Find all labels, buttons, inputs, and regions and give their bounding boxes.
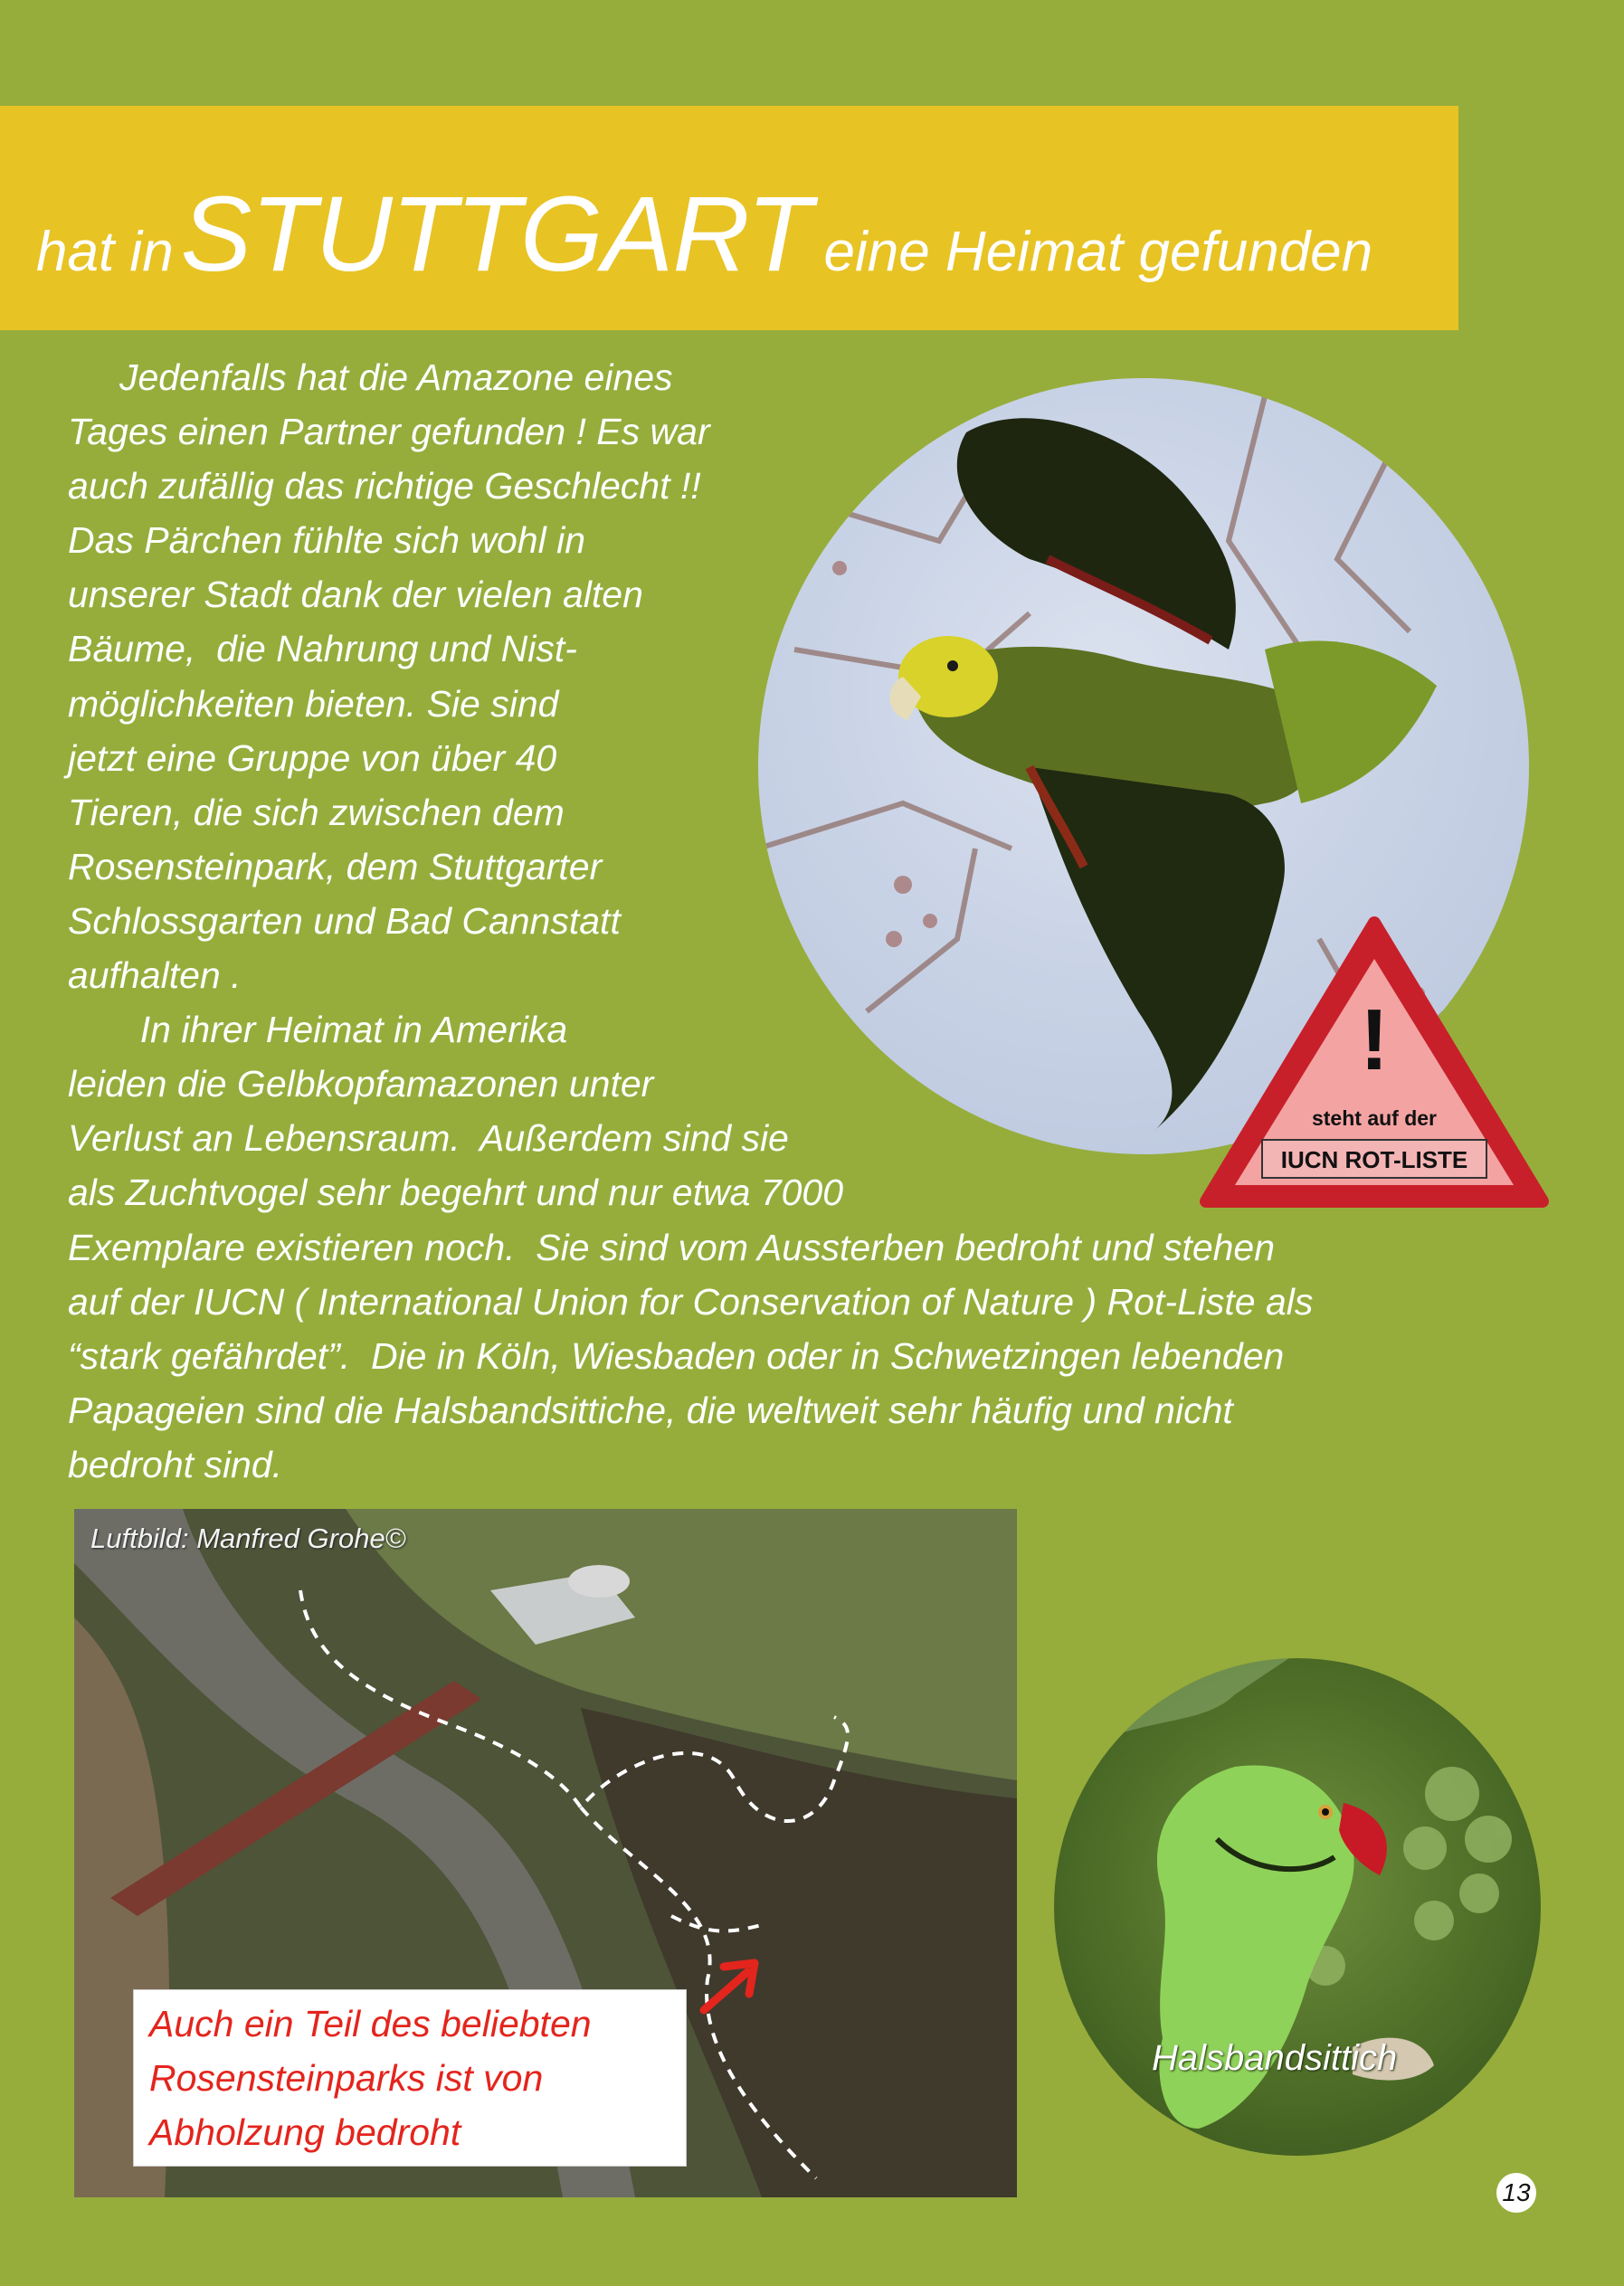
warning-symbol: ! <box>1360 991 1389 1088</box>
article-line: aufhalten . <box>68 954 242 997</box>
title-prefix: hat in <box>36 221 174 283</box>
article-line: möglichkeiten bieten. Sie sind <box>68 682 559 725</box>
article-line: bedroht sind. <box>68 1443 283 1485</box>
article-line: Papageien sind die Halsbandsittiche, die weltweit sehr häufig und nicht <box>68 1389 1233 1431</box>
sittich-caption: Halsbandsittich <box>1152 2038 1398 2078</box>
article-line: leiden die Gelbkopfamazonen unter <box>68 1063 654 1105</box>
article-line: als Zuchtvogel sehr begehrt und nur etwa 7000 <box>68 1171 843 1214</box>
warning-line2: IUCN ROT-LISTE <box>1280 1146 1468 1173</box>
article-line: Rosensteinpark, dem Stuttgarter <box>68 845 603 887</box>
article-line: In ihrer Heimat in Amerika <box>68 1009 568 1051</box>
article-line: auf der IUCN ( International Union for Conservation of Nature ) Rot-Liste als <box>68 1280 1314 1323</box>
article-line: jetzt eine Gruppe von über 40 <box>68 736 557 779</box>
callout-line: Abholzung bedroht <box>149 2111 461 2153</box>
article-line: Bäume, die Nahrung und Nist- <box>68 628 577 670</box>
callout-line: Rosensteinparks ist von <box>149 2057 544 2099</box>
title-city: STUTTGART <box>180 175 812 294</box>
article-line: “stark gefährdet”. Die in Köln, Wiesbaden oder in Schwetzingen lebenden <box>68 1334 1285 1377</box>
article-line: Tieren, die sich zwischen dem <box>68 791 565 833</box>
article-line: auch zufällig das richtige Geschlecht !! <box>68 465 701 507</box>
parakeet-illustration <box>1054 1658 1541 2156</box>
article-line: Jedenfalls hat die Amazone eines <box>68 356 673 398</box>
warning-line1: steht auf der <box>1311 1106 1438 1130</box>
page-title <box>36 175 1373 294</box>
callout-line: Auch ein Teil des beliebten <box>149 2003 592 2044</box>
halsbandsittich-photo <box>1054 1658 1541 2156</box>
photo-credit: Luftbild: Manfred Grohe© <box>90 1522 406 1554</box>
article-line: Das Pärchen fühlte sich wohl in <box>68 519 586 562</box>
page-number: 13 <box>1496 2173 1536 2213</box>
iucn-warning-sign <box>1199 914 1550 1212</box>
article-line: Exemplare existieren noch. Sie sind vom Aussterben bedroht und stehen <box>68 1226 1276 1268</box>
article-line: Schlossgarten und Bad Cannstatt <box>68 899 621 942</box>
red-arrow-icon <box>697 1954 769 2017</box>
warning-triangle-icon <box>1199 914 1550 1212</box>
article-line: Verlust an Lebensraum. Außerdem sind sie <box>68 1117 789 1160</box>
article-line: Tages einen Partner gefunden ! Es war <box>68 411 710 453</box>
article-line: unserer Stadt dank der vielen alten <box>68 574 643 616</box>
title-suffix: eine Heimat gefunden <box>823 221 1373 283</box>
deforestation-callout <box>133 1989 687 2167</box>
